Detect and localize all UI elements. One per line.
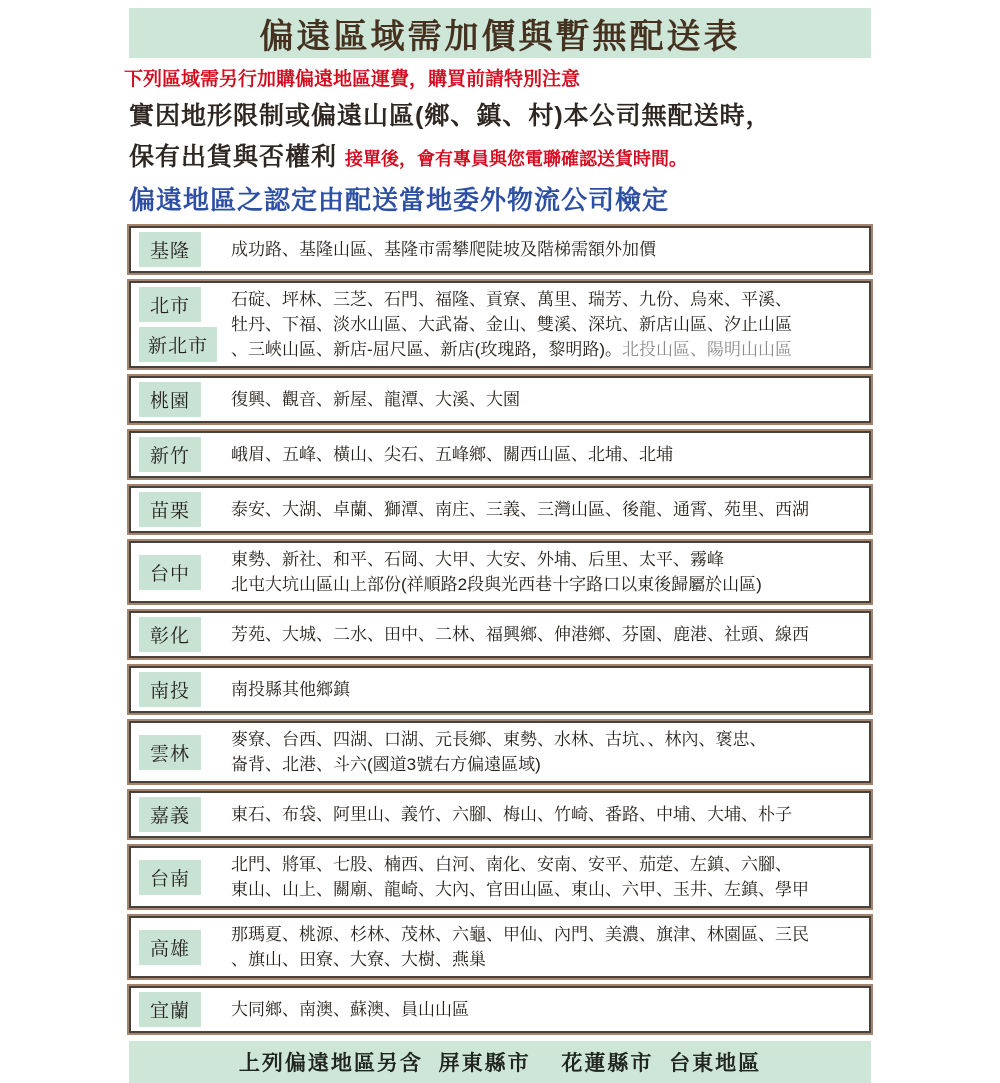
region-areas <box>231 622 809 647</box>
table-row <box>129 721 871 783</box>
table-row <box>129 541 871 603</box>
region-areas <box>231 677 350 702</box>
footer-text: 上列偏遠地區另含 屏東縣市 花蓮縣市 台東地區 <box>238 1052 762 1075</box>
table-row <box>129 611 871 658</box>
region-label-column <box>139 287 231 362</box>
region-areas-line: 芳苑、大城、二水、田中、二林、福興鄉、伸港鄉、芬園、鹿港、社頭、線西 <box>231 625 809 644</box>
region-areas-line: 、旗山、田寮、大寮、大樹、燕巢 <box>231 950 486 969</box>
region-label-column <box>139 382 231 417</box>
region-label: 台中 <box>139 555 201 590</box>
table-row <box>129 986 871 1033</box>
region-label: 雲林 <box>139 735 201 770</box>
page-title-bar <box>129 8 871 58</box>
region-areas <box>231 287 792 362</box>
region-label-column <box>139 617 231 652</box>
region-areas-line: 南投縣其他鄉鎮 <box>231 680 350 699</box>
region-areas-line: 崙背、北港、斗六(國道3號右方偏遠區域) <box>231 755 541 774</box>
region-areas-line: 北門、將軍、七股、楠西、白河、南化、安南、安平、茄萣、左鎮、六腳、 <box>231 855 792 874</box>
notice-line-1: 實因地形限制或偏遠山區(鄉、鎮、村)本公司無配送時， <box>129 102 772 130</box>
region-areas <box>231 497 809 522</box>
region-areas-line: 泰安、大湖、卓蘭、獅潭、南庄、三義、三灣山區、後龍、通霄、苑里、西湖 <box>231 500 809 519</box>
region-label: 宜蘭 <box>139 992 201 1027</box>
notice-line-2-main: 保有出貨與否權利 <box>129 143 345 171</box>
region-label-column <box>139 555 231 590</box>
region-areas-line: 東勢、新社、和平、石岡、大甲、大安、外埔、后里、太平、霧峰 <box>231 550 724 569</box>
region-areas-line: 成功路、基隆山區、基隆市需攀爬陡坡及階梯需額外加價 <box>231 240 656 259</box>
footer-bar <box>129 1041 871 1083</box>
region-label-column <box>139 992 231 1027</box>
region-areas-line: 、三峽山區、新店-屈尺區、新店(玫瑰路，黎明路)。北投山區、陽明山山區 <box>231 340 792 359</box>
region-label: 桃園 <box>139 382 201 417</box>
region-areas-line: 東石、布袋、阿里山、義竹、六腳、梅山、竹崎、番路、中埔、大埔、朴子 <box>231 805 792 824</box>
region-areas <box>231 997 469 1022</box>
region-label-column <box>139 930 231 965</box>
region-label: 高雄 <box>139 930 201 965</box>
region-label-column <box>139 735 231 770</box>
table-row <box>129 846 871 908</box>
region-areas-line: 東山、山上、關廟、龍崎、大內、官田山區、東山、六甲、玉井、左鎮、學甲 <box>231 880 809 899</box>
region-label-column <box>139 672 231 707</box>
notice-page <box>124 8 871 1083</box>
table-row <box>129 666 871 713</box>
region-areas-gray-text: 北投山區、陽明山山區 <box>621 340 792 359</box>
region-label: 苗栗 <box>139 492 201 527</box>
region-areas <box>231 852 809 902</box>
table-row <box>129 376 871 423</box>
region-areas <box>231 237 656 262</box>
region-areas <box>231 442 673 467</box>
notice-line-2 <box>129 137 871 173</box>
region-areas <box>231 387 520 412</box>
region-label-column <box>139 492 231 527</box>
notice-line-blue: 偏遠地區之認定由配送當地委外物流公司檢定 <box>129 185 670 215</box>
region-label-column <box>139 437 231 472</box>
region-label: 新北市 <box>139 327 217 362</box>
region-areas-line: 峨眉、五峰、橫山、尖石、五峰鄉、關西山區、北埔、北埔 <box>231 445 673 464</box>
region-label: 基隆 <box>139 232 201 267</box>
region-label: 嘉義 <box>139 797 201 832</box>
region-label: 台南 <box>139 860 201 895</box>
table-row <box>129 486 871 533</box>
region-areas-line: 牡丹、下福、淡水山區、大武崙、金山、雙溪、深坑、新店山區、汐止山區 <box>231 315 792 334</box>
region-table <box>129 226 871 1033</box>
table-row <box>129 226 871 273</box>
table-row <box>129 281 871 368</box>
warning-text: 下列區域需另行加購偏遠地區運費，購買前請特別注意 <box>124 69 581 90</box>
region-areas <box>231 547 762 597</box>
table-row <box>129 791 871 838</box>
region-label-column <box>139 232 231 267</box>
region-areas-line: 大同鄉、南澳、蘇澳、員山山區 <box>231 1000 469 1019</box>
region-areas-line: 麥寮、台西、四湖、口湖、元長鄉、東勢、水林、古坑、、林內、褒忠、 <box>231 730 767 749</box>
region-areas <box>231 727 767 777</box>
table-row <box>129 431 871 478</box>
region-label-column <box>139 797 231 832</box>
region-areas <box>231 802 792 827</box>
region-areas-line: 石碇、坪林、三芝、石門、福隆、貢寮、萬里、瑞芳、九份、烏來、平溪、 <box>231 290 792 309</box>
region-label: 新竹 <box>139 437 201 472</box>
table-row <box>129 916 871 978</box>
region-label: 南投 <box>139 672 201 707</box>
notice-line-2-red: 接單後，會有專員與您電聯確認送貨時間。 <box>344 149 687 169</box>
region-areas-line: 那瑪夏、桃源、杉林、茂林、六龜、甲仙、內門、美濃、旗津、林園區、三民 <box>231 925 809 944</box>
region-label: 彰化 <box>139 617 201 652</box>
region-label-column <box>139 860 231 895</box>
region-label: 北市 <box>139 287 201 322</box>
region-areas-line: 北屯大坑山區山上部份(祥順路2段與光西巷十字路口以東後歸屬於山區) <box>231 575 762 594</box>
page-title: 偏遠區域需加價與暫無配送表 <box>259 17 741 56</box>
region-areas <box>231 922 809 972</box>
region-areas-line: 復興、觀音、新屋、龍潭、大溪、大園 <box>231 390 520 409</box>
